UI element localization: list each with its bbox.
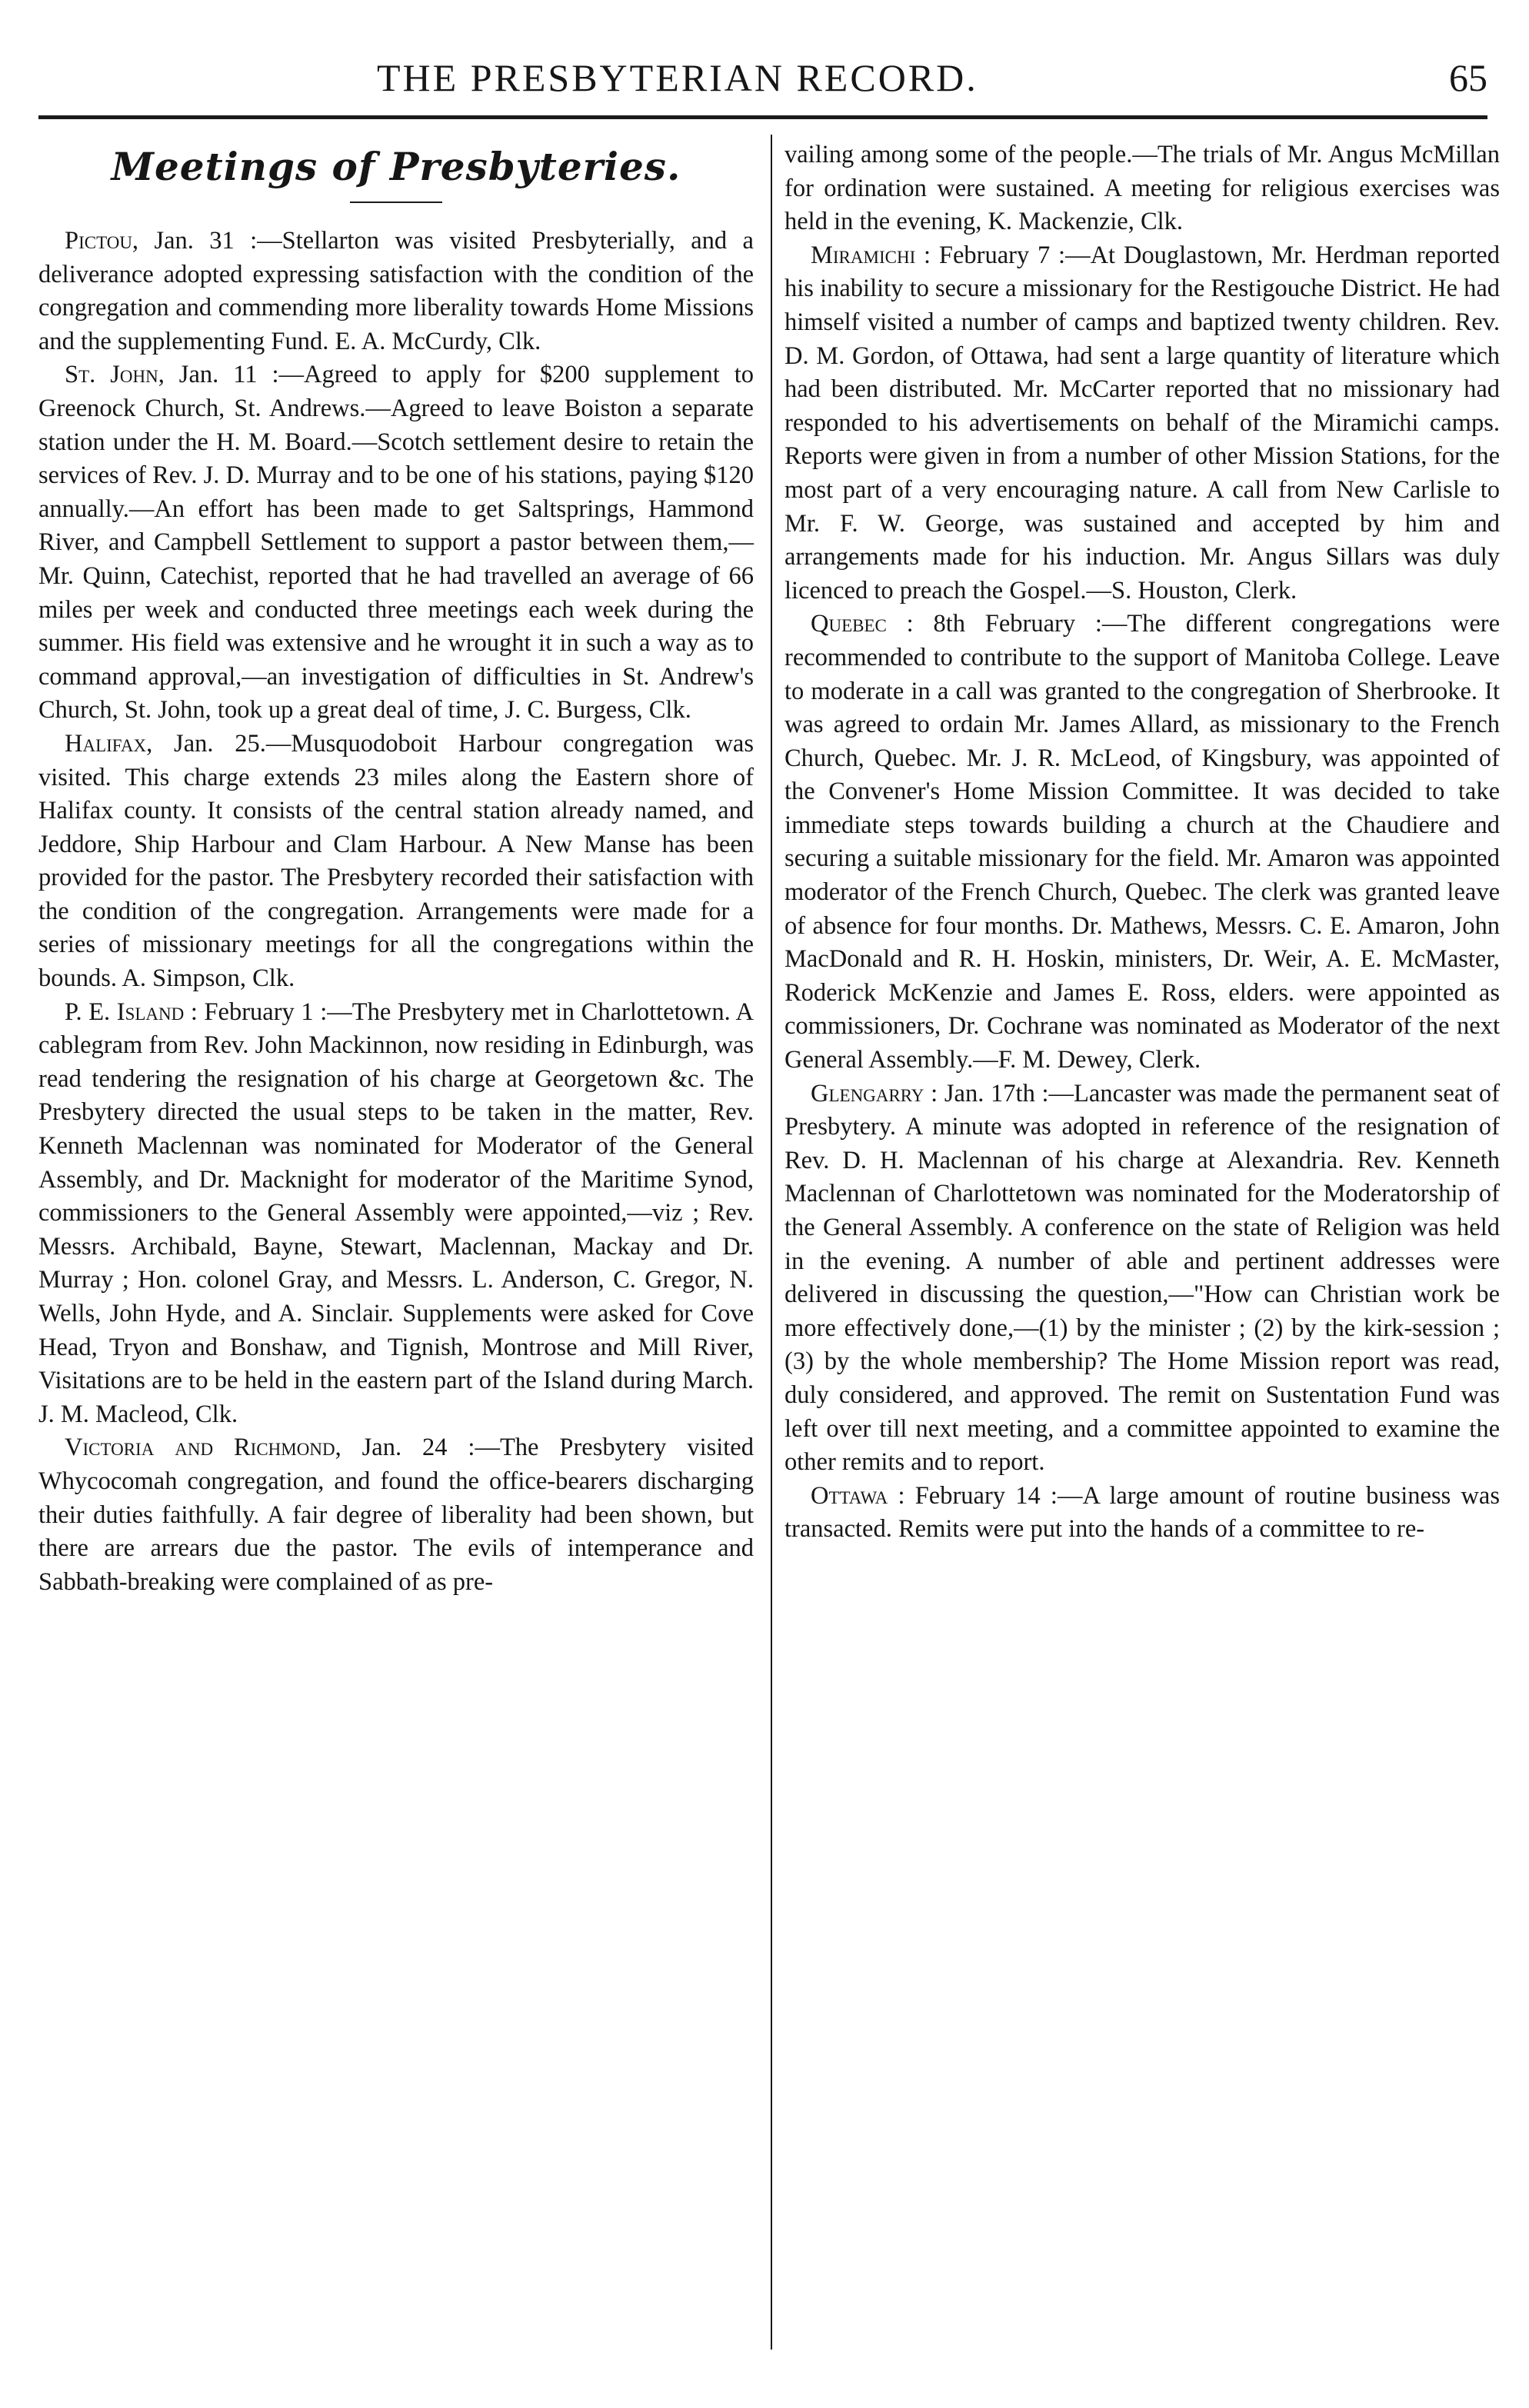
report-text: Jan. 24 :—The Presbytery visited Whycocomah congregation, and found the office-bearers discharging their duties faithfully. A fair degree of liberality had been shown, but there are arrears due the pastor. The evils of intemperance and Sabbath-breaking were complained of as pre-	[38, 1434, 754, 1596]
report-text: February 7 :—At Douglastown, Mr. Herdman reported his inability to secure a missionary for the Restigouche District. He had himself visited a number of camps and baptized twenty children. Rev. D. M. Gordon, of Ottawa, had sent a large quantity of literature which had been distributed. Mr. McCarter reported that no missionary had responded to his advertisements on behalf of the Miramichi camps. Reports were given in from a number of other Mission Stations, for the most part of a very encouraging nature. A call from New Carlisle to Mr. F. W. George, was sustained and accepted by him and arrangements made for his induction. Mr. Angus Sillars was duly licenced to preach the Gospel.—S. Houston, Clerk.	[784, 241, 1500, 604]
report-pei	[38, 996, 754, 1432]
right-column	[784, 138, 1500, 1547]
running-title: THE PRESBYTERIAN RECORD.	[377, 56, 978, 99]
page-header	[38, 55, 1487, 109]
heading-rule	[350, 201, 442, 203]
report-text: Jan. 11 :—Agreed to apply for $200 supplement to Greenock Church, St. Andrews.—Agreed to leave Boiston a separate station under the H. M. Board.—Scotch settlement desire to retain the services of Rev. J. D. Murray and to be one of his stations, paying $120 annually.—An effort has been made to get Saltsprings, Hammond River, and Campbell Settlement to support a pastor between them,—Mr. Quinn, Catechist, reported that he had travelled an average of 66 miles per week and conducted three meetings each week during the summer. His field was extensive and he wrought it in such a way as to command approval,—an investigation of difficulties in St. Andrew's Church, St. John, took up a great deal of time, J. C. Burgess, Clk.	[38, 361, 754, 724]
report-text: Jan. 31 :—Stellarton was visited Presbyterially, and a deliverance adopted expressing satisfaction with the condition of the congregation and commending more liberality towards Home Missions and the supplementing Fund. E. A. McCurdy, Clk.	[38, 227, 754, 355]
report-halifax	[38, 728, 754, 996]
report-ottawa	[784, 1480, 1500, 1547]
presbytery-name: P. E. Island :	[65, 998, 198, 1026]
header-rule	[38, 115, 1487, 119]
presbytery-name: Ottawa :	[811, 1481, 905, 1510]
report-text: 8th February :—The different congregations were recommended to contribute to the support of Manitoba College. Leave to moderate in a call was granted to the congregation of Sherbrooke. It was agreed to ordain Mr. James Allard, as missionary to the French Church, Quebec. Mr. J. R. McLeod, of Kingsbury, was appointed of the Convener's Home Mission Committee. It was decided to take immediate steps towards building a church at the Chaudiere and securing a suitable missionary for the field. Mr. Amaron was appointed moderator of the French Church, Quebec. The clerk was granted leave of absence for four months. Dr. Mathews, Messrs. C. E. Amaron, John MacDonald and R. H. Hoskin, ministers, Dr. Weir, A. E. McMaster, Roderick McKenzie and James E. Ross, elders. were appointed as commissioners, Dr. Cochrane was nominated as Moderator of the next General Assembly.—F. M. Dewey, Clerk.	[784, 610, 1500, 1074]
report-miramichi	[784, 239, 1500, 608]
report-text: February 14 :—A large amount of routine business was transacted. Remits were put into the hands of a committee to re-	[784, 1481, 1500, 1544]
presbytery-name: Pictou,	[65, 227, 139, 255]
presbytery-name: Quebec :	[811, 610, 914, 638]
report-quebec	[784, 608, 1500, 1077]
presbytery-name: Victoria and Richmond,	[65, 1434, 341, 1462]
presbytery-name: Miramichi :	[811, 241, 931, 269]
presbytery-name: Halifax,	[65, 729, 153, 758]
presbytery-name: Glengarry :	[811, 1079, 938, 1107]
page-number: 65	[1449, 56, 1487, 99]
report-glengarry	[784, 1077, 1500, 1480]
report-continuation	[784, 138, 1500, 239]
report-victoria-richmond	[38, 1431, 754, 1599]
report-text: vailing among some of the people.—The trials of Mr. Angus McMillan for ordination were sustained. A meeting for religious exercises was held in the evening, K. Mackenzie, Clk.	[784, 141, 1500, 236]
report-st-john	[38, 358, 754, 728]
section-heading: Meetings of Presbyteries.	[111, 144, 681, 189]
report-text: February 1 :—The Presbytery met in Charlottetown. A cablegram from Rev. John Mackinnon, now residing in Edinburgh, was read tendering the resignation of his charge at Georgetown &c. The Presbytery directed the usual steps to be taken in the matter, Rev. Kenneth Maclennan was nominated for Moderator of the General Assembly, and Dr. Macknight for moderator of the Maritime Synod, commissioners to the General Assembly were appointed,—viz ; Rev. Messrs. Archibald, Bayne, Stewart, Maclennan, Mackay and Dr. Murray ; Hon. colonel Gray, and Messrs. L. Anderson, C. Gregor, N. Wells, John Hyde, and A. Sinclair. Supplements were asked for Cove Head, Tryon and Bonshaw, and Tignish, Montrose and Mill River, Visitations are to be held in the eastern part of the Island during March. J. M. Macleod, Clk.	[38, 998, 754, 1428]
left-column	[38, 138, 754, 1599]
report-text: Jan. 17th :—Lancaster was made the permanent seat of Presbytery. A minute was adopted in reference of the resignation of Rev. D. H. Maclennan of his charge at Alexandria. Rev. Kenneth Maclennan of Charlottetown was nominated for the Moderatorship of the General Assembly. A conference on the state of Religion was held in the evening. A number of able and pertinent addresses were delivered in discussing the question,—"How can Christian work be more effectively done,—(1) by the minister ; (2) by the kirk-session ; (3) by the whole membership? The Home Mission report was read, duly considered, and approved. The remit on Sustentation Fund was left over till next meeting, and a committee appointed to examine the other remits and to report.	[784, 1079, 1501, 1477]
presbytery-name: St. John,	[65, 361, 165, 389]
report-pictou	[38, 225, 754, 358]
report-text: Jan. 25.—Musquodoboit Harbour congregation was visited. This charge extends 23 miles along the Eastern shore of Halifax county. It consists of the central station already named, and Jeddore, Ship Harbour and Clam Harbour. A New Manse has been provided for the pastor. The Presbytery recorded their satisfaction with the condition of the congregation. Arrangements were made for a series of missionary meetings for all the congregations within the bounds. A. Simpson, Clk.	[38, 729, 754, 993]
column-divider	[771, 135, 772, 2350]
